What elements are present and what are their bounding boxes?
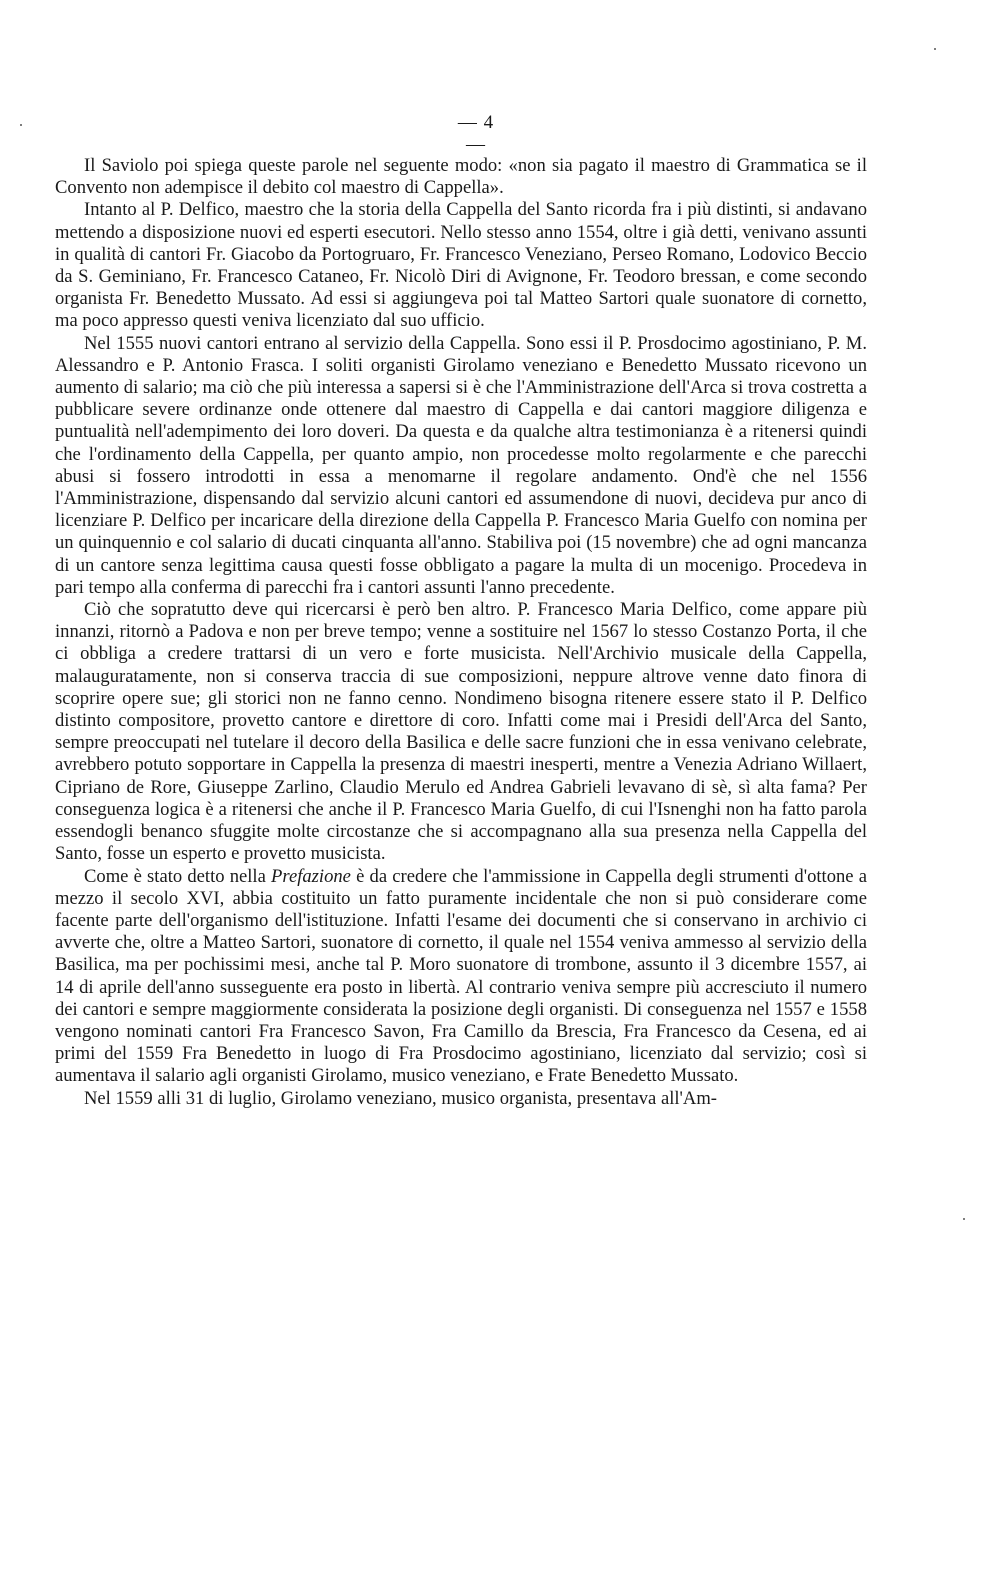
page-number: — 4 — <box>457 112 495 155</box>
paragraph-5-rest: è da credere che l'ammissione in Cappella degli strumenti d'ottone a mezzo il secolo XVI, abbia costituito un fatto puramente incidentale che non si può considerare come facente parte dell'organismo dell'istituzione. Infatti l'esame dei documenti che si conservano in archivio ci avverte che, oltre a Matteo Sartori, suonatore di cornetto, il quale nel 1554 veniva ammesso al servizio della Basilica, ma per pochissimi mesi, anche tal P. Moro suonatore di trombone, assunto il 3 dicembre 1557, ai 14 di aprile dell'anno susseguente era posto in libertà. Al contrario veniva sempre più accresciuto il numero dei cantori e sempre maggiormente considerata la posizione degli organisti. Di conseguenza nel 1557 e 1558 vengono nominati cantori Fra Francesco Savon, Fra Camillo da Brescia, Fra Francesco da Cesena, ed ai primi del 1559 Fra Benedetto in luogo di Fra Prosdocimo agostiniano, licenziato dal servizio; così si aumentava il salario agli organisti Girolamo, musico veneziano, e Frate Benedetto Mussato. <box>55 865 867 1087</box>
paragraph-5-start: Come è stato detto nella <box>84 865 272 887</box>
italic-title-prefazione: Prefazione <box>271 865 351 887</box>
body-text <box>55 155 867 1110</box>
paragraph-1: Il Saviolo poi spiega queste parole nel seguente modo: «non sia pagato il maestro di Grammatica se il Convento non adempisce il debito col maestro di Cappella». <box>55 155 867 199</box>
paragraph-3: Nel 1555 nuovi cantori entrano al servizio della Cappella. Sono essi il P. Prosdocimo agostiniano, P. M. Alessandro e P. Antonio Frasca. I soliti organisti Girolamo veneziano e Benedetto Mussato ricevono un aumento di salario; ma ciò che più interessa a sapersi si è che l'Amministrazione dell'Arca si trova costretta a pubblicare severe ordinanze onde ottenere dal maestro di Cappella e dai cantori maggiore diligenza e puntualità nell'adempimento dei loro doveri. Da questa e da qualche altra testimonianza è a ritenersi quindi che l'ordinamento della Cappella, per quanto ampio, non procedesse molto regolarmente e che parecchi abusi si fossero introdotti in essa a menomarne il regolare andamento. Ond'è che nel 1556 l'Amministrazione, dispensando dal servizio alcuni cantori ed assumendone di nuovi, decideva pur anco di licenziare P. Delfico per incaricare della direzione della Cappella P. Francesco Maria Guelfo con nomina per un quinquennio e col salario di ducati cinquanta all'anno. Stabiliva poi (15 novembre) che ad ogni mancanza di un cantore senza legittima causa questi fosse obbligato a pagare la multa di un mocenigo. Procedeva in pari tempo alla conferma di parecchi fra i cantori assunti l'anno precedente. <box>55 332 867 598</box>
paragraph-6: Nel 1559 alli 31 di luglio, Girolamo veneziano, musico organista, presentava all'Am- <box>84 1087 717 1109</box>
paragraph-4: Ciò che sopratutto deve qui ricercarsi è però ben altro. P. Francesco Maria Delfico, come appare più innanzi, ritornò a Padova e non per breve tempo; venne a sostituire nel 1567 lo stesso Costanzo Porta, il che ci obbliga a credere trattarsi di un vero e forte musicista. Nell'Archivio musicale della Cappella, malauguratamente, non si conserva traccia di sue composizioni, neppure altrove venne dato finora di scoprire opere sue; gli storici non ne fanno cenno. Nondimeno bisogna ritenere essere stato il P. Delfico distinto compositore, provetto cantore e direttore di coro. Infatti come mai i Presidi dell'Arca del Santo, sempre preoccupati nel tutelare il decoro della Basilica e delle sacre funzioni che in essa venivano celebrate, avrebbero potuto sopportare in Cappella la presenza di maestri inesperti, mentre a Venezia Adriano Willaert, Cipriano de Rore, Giuseppe Zarlino, Claudio Merulo ed Andrea Gabrieli levavano di sè, sì alta fama? Per conseguenza logica è a ritenersi che anche il P. Francesco Maria Guelfo, di cui l'Isnenghi non ha fatto parola essendogli benanco sfuggite molte circostanze che si accompagnano alla sua presenza nella Cappella del Santo, fosse un esperto e provetto musicista. <box>55 599 867 865</box>
scan-speck <box>934 48 936 50</box>
scan-speck <box>963 1218 965 1220</box>
paragraph-2: Intanto al P. Delfico, maestro che la storia della Cappella del Santo ricorda fra i più distinti, si andavano mettendo a disposizione nuovi ed esperti esecutori. Nello stesso anno 1554, oltre i già detti, venivano assunti in qualità di cantori Fr. Giacobo da Portogruaro, Fr. Francesco Veneziano, Perseo Romano, Lodovico Beccio da S. Geminiano, Fr. Francesco Cataneo, Fr. Nicolò Diri di Avignone, Fr. Teodoro bressan, e come secondo organista Fr. Benedetto Mussato. Ad essi si aggiungeva poi tal Matteo Sartori quale suonatore di cornetto, ma poco appresso questi veniva licenziato dal suo ufficio. <box>55 199 867 332</box>
scan-speck <box>20 124 22 126</box>
paragraph-5 <box>55 866 867 1088</box>
